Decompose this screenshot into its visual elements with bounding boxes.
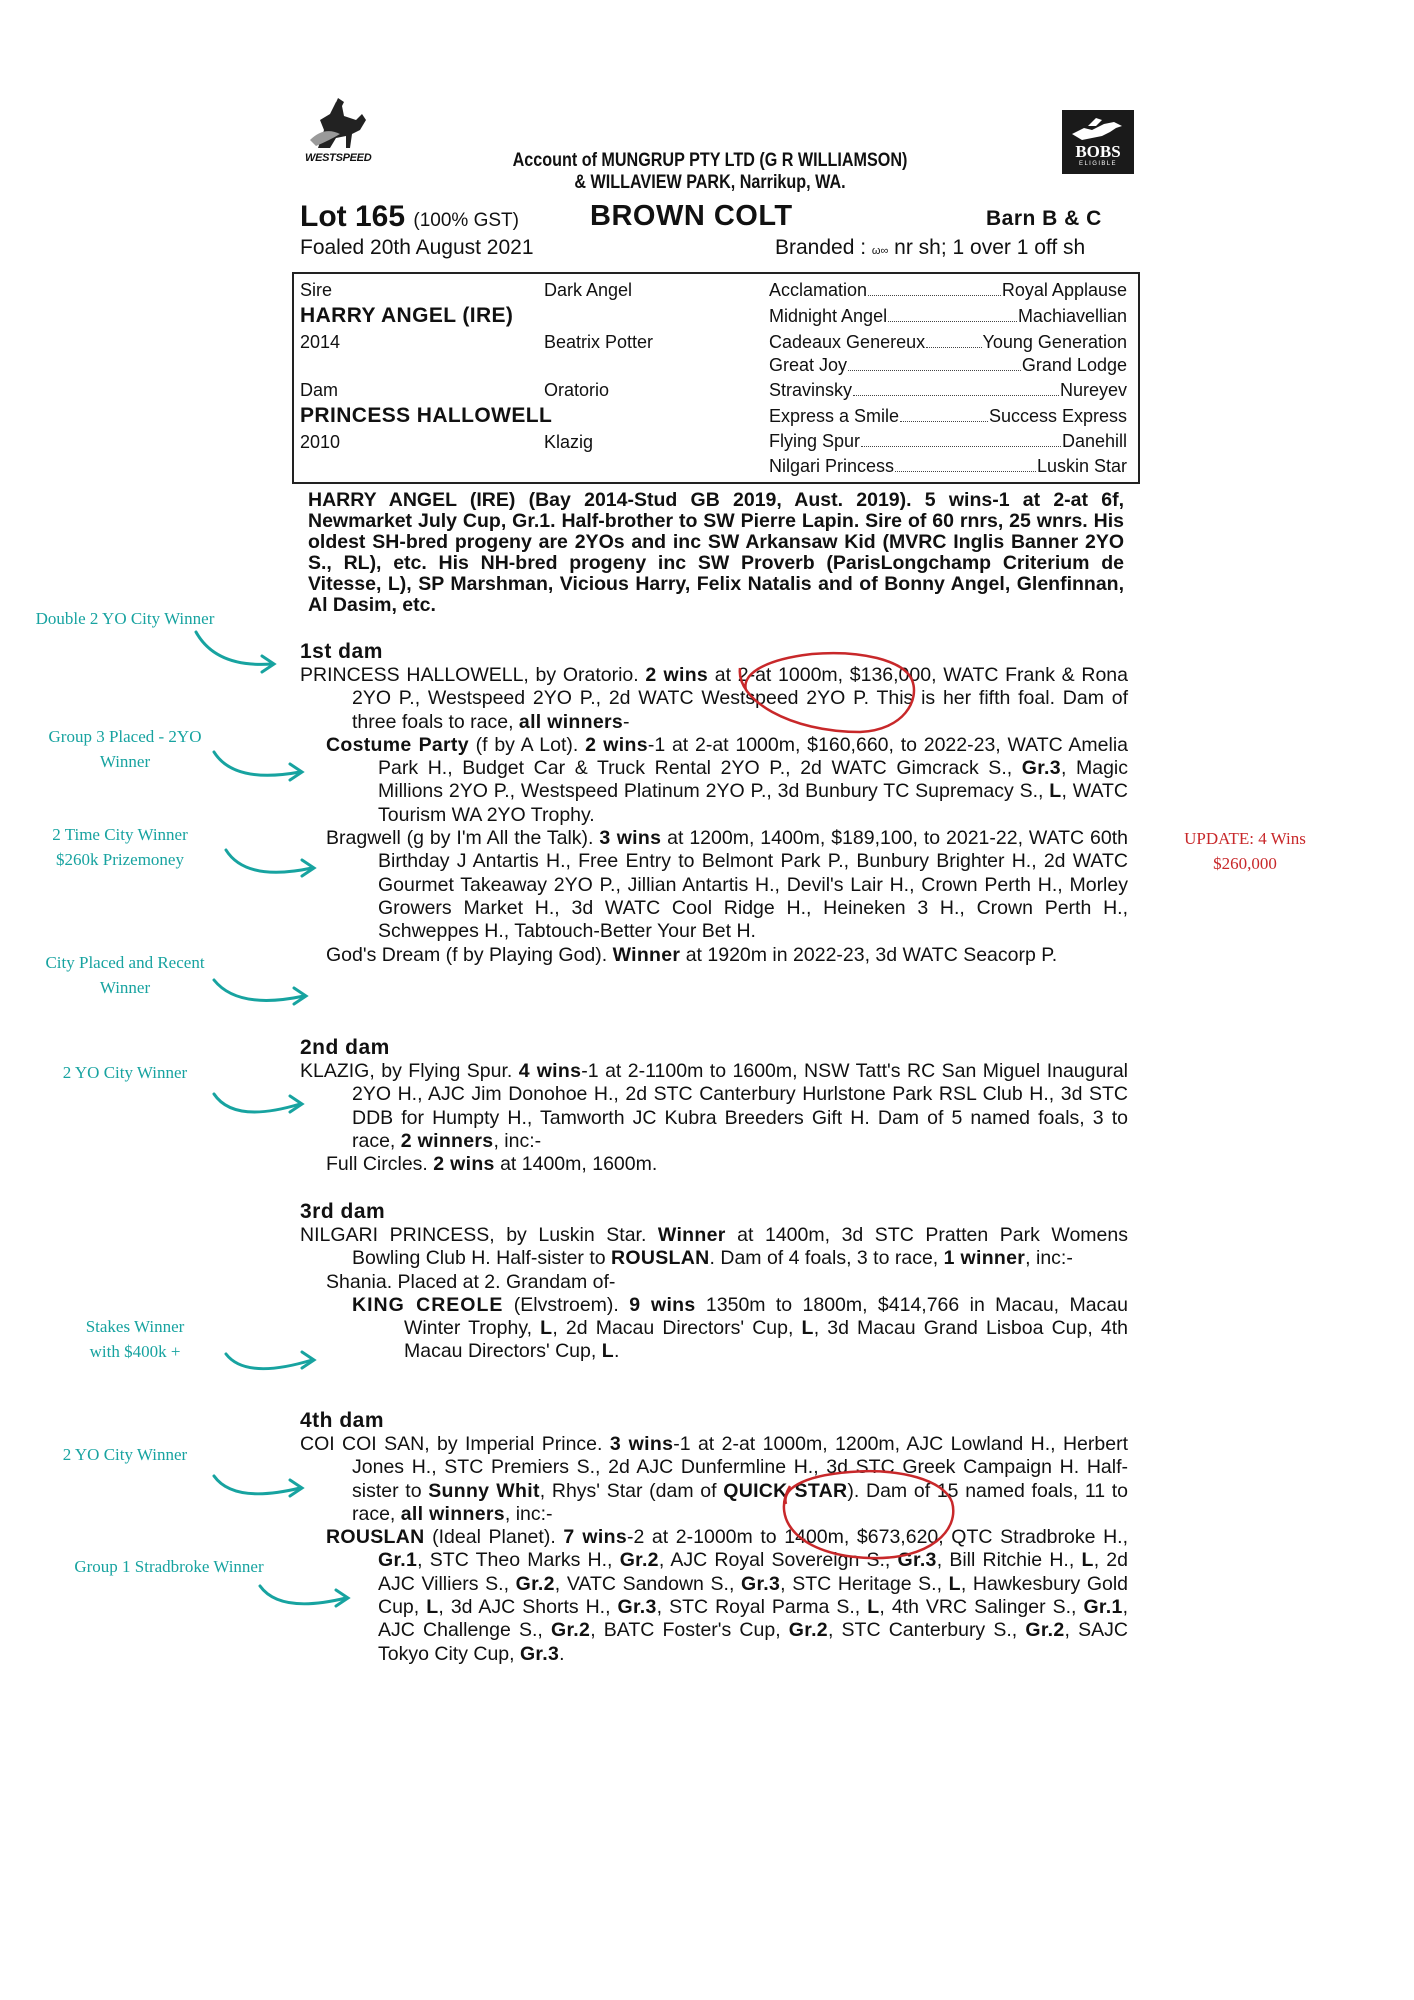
annotation-text: Winner (99, 752, 151, 771)
dam-text: COI COI SAN, by Imperial Prince. (300, 1433, 610, 1455)
dam-text: , 3d AJC Shorts H., (438, 1596, 618, 1619)
dam-text: -2 at 2-1000m to 1400m, $673,620, QTC Stradbroke H., (626, 1526, 1128, 1549)
sire-name: HARRY ANGEL (IRE) (300, 304, 514, 327)
grade: L (867, 1596, 880, 1619)
annotation-text: 2 YO City Winner (62, 1063, 188, 1082)
dam-text: , Bill Ritchie H., (936, 1549, 1082, 1572)
sire-year: 2014 (300, 332, 341, 352)
dam-text: , 4th VRC Salinger S., (879, 1596, 1084, 1619)
third-dam-heading: 3rd dam (300, 1200, 386, 1223)
dam-text: . Dam of 4 foals, 3 to race, (709, 1247, 944, 1270)
dam-text: , WATC Tourism WA 2YO Trophy. (378, 780, 1128, 826)
wins-count: Winner (612, 943, 681, 966)
horse-name: Sunny Whit (428, 1479, 540, 1502)
grade: Gr.1 (1083, 1596, 1123, 1619)
grade: L (801, 1317, 814, 1340)
wins-count: Winner (657, 1224, 726, 1246)
dam-dam: Klazig (544, 432, 594, 452)
horse-name: ROUSLAN (611, 1247, 710, 1270)
wins-count: 2 wins (585, 733, 648, 756)
dam-text: , STC Heritage S., (780, 1572, 949, 1595)
westspeed-logo-text: WESTSPEED (305, 152, 372, 164)
second-dam-heading: 2nd dam (300, 1036, 390, 1059)
grade: Gr.2 (619, 1549, 659, 1572)
grade: Gr.2 (515, 1572, 555, 1595)
arrow-icon (196, 632, 274, 672)
wins-count: 2 wins (433, 1153, 495, 1176)
ancestor-right: Nureyev (1059, 380, 1127, 400)
grade: L (426, 1596, 439, 1619)
annotation-text: 2 YO City Winner (62, 1445, 188, 1464)
dam-text: at 1920m in 2022-23, 3d WATC Seacorp P. (680, 943, 1058, 966)
dam-text: , 2d AJC Villiers S., (378, 1549, 1128, 1595)
horse-name: QUICK STAR (723, 1479, 848, 1502)
annotation-text: Stakes Winner (85, 1317, 185, 1336)
grade: Gr.3 (1021, 757, 1061, 780)
arrow-icon (226, 850, 314, 876)
branded-label: Branded : (775, 236, 872, 259)
annotation-text: Group 3 Placed - 2YO (48, 727, 202, 746)
horse-name: KING CREOLE (352, 1293, 504, 1316)
dam-text: , STC Theo Marks H., (417, 1549, 620, 1572)
arrow-icon (226, 1352, 314, 1369)
sire-biography: HARRY ANGEL (IRE) (Bay 2014-Stud GB 2019, Aust. 2019). 5 wins-1 at 2-at 6f, Newmarket July Cup, Gr.1. Half-brother to SW Pierre Lapin. Sire of 60 rnrs, 25 wnrs. His oldest SH-bred progeny are 2YOs and inc SW Arkansaw Kid (MVRC Inglis Banner 2YO S., RL), etc. His NH-bred progeny inc SW Proverb (ParisLongchamp Criterium de Vitesse, L), SP Marshman, Vicious Harry, Felix Natalis and of Bonny Angel, Glenfinnan, Al Dasim, etc. (308, 489, 1124, 616)
grade: L (540, 1317, 553, 1340)
dam-text: at 1400m, 3d STC Pratten Park Womens Bowling Club H. Half-sister to (352, 1224, 1128, 1270)
ancestor-right: Royal Applause (1001, 280, 1127, 300)
dam-text: , STC Canterbury S., (827, 1619, 1026, 1642)
wins-count: 9 wins (629, 1293, 696, 1316)
wins-count: 2 wins (645, 664, 709, 686)
annotation-text: Group 1 Stradbroke Winner (74, 1557, 264, 1576)
ancestor-left: Stravinsky (769, 380, 853, 400)
ancestor-right: Success Express (988, 406, 1127, 426)
annotation-text: $260k Prizemoney (56, 850, 184, 869)
all-winners-highlight: all winners (518, 710, 624, 733)
ancestor-left: Acclamation (769, 280, 868, 300)
dam-text: Bragwell (g by I'm All the Talk). (326, 827, 600, 850)
bobs-logo-subtitle: ELIGIBLE (1079, 161, 1117, 167)
highlight-circle-icon (740, 653, 914, 732)
ancestor-left: Midnight Angel (769, 306, 888, 326)
dam-label: Dam (300, 380, 339, 400)
arrow-icon (214, 1094, 302, 1112)
dam-text: God's Dream (f by Playing God). (326, 943, 613, 966)
foaled-date: Foaled 20th August 2021 (300, 236, 534, 259)
ancestor-right: Danehill (1061, 431, 1127, 451)
dam-text: . (559, 1642, 565, 1665)
dam-text: , AJC Royal Sovereign S., (658, 1549, 898, 1572)
grade: L (1081, 1549, 1094, 1572)
arrow-icon (214, 1476, 302, 1496)
dam-text: at 1400m, 1600m. (494, 1153, 658, 1176)
dam-name: PRINCESS HALLOWELL (300, 404, 553, 427)
arrow-icon (214, 980, 306, 1004)
brand-mark: ω∞ (871, 245, 889, 257)
sire-sire: Dark Angel (544, 280, 633, 300)
dam-text: , Hawkesbury Gold Cup, (378, 1572, 1129, 1619)
gst-note: (100% GST) (413, 210, 519, 231)
winners-count: 1 winner (943, 1247, 1026, 1270)
dam-text: (Ideal Planet). (424, 1526, 564, 1549)
ancestor-left: Cadeaux Genereux (769, 332, 926, 352)
all-winners-highlight: all winners (400, 1502, 505, 1525)
dam-text: , 2d Macau Directors' Cup, (552, 1317, 802, 1340)
dam-text: -1 at 2-at 1000m, 1200m, AJC Lowland H., Herbert Jones H., STC Premiers S., 2d AJC Dunfermline H., 3d STC Greek Campaign H. Half-sister to (352, 1433, 1128, 1502)
dam-text: - (623, 710, 630, 733)
dam-text: . (613, 1340, 620, 1363)
progeny-shania: Shania. Placed at 2. Grandam of- (326, 1270, 616, 1293)
dam-text: at 1200m, 1400m, $189,100, to 2021-22, WATC 60th Birthday J Antartis H., Free Entry to Belmont Park P., Bunbury Brighter H., 2d WATC Gourmet Takeaway 2YO P., Jillian Antartis H., Devil's Lair H., Crown Perth H., Morley Growers Market H., 3d WATC Cool Ridge H., Heineken 3 H., Crown Perth H., Schweppes H., Tabtouch-Better Your Bet H. (378, 827, 1128, 943)
dam-text: 1350m to 1800m, $414,766 in Macau, Macau Winter Trophy, (404, 1293, 1128, 1340)
dam-text: -1 at 2-1100m to 1600m, NSW Tatt's RC San Miguel Inaugural 2YO H., AJC Jim Donohoe H., 2d STC Canterbury Hurlstone Park RSL Club H., 3d STC DDB for Humpty H., Tamworth JC Kubra Breeders Gift H. Dam of 5 named foals, 3 to race, (352, 1060, 1129, 1152)
grade: Gr.3 (519, 1642, 560, 1665)
annotation-text: City Placed and Recent (45, 953, 205, 972)
ancestor-left: Flying Spur (769, 431, 861, 451)
dam-text: KLAZIG, by Flying Spur. (300, 1060, 519, 1082)
ancestor-right: Grand Lodge (1021, 355, 1127, 375)
horse-name: Costume Party (326, 733, 469, 756)
wins-count: 4 wins (518, 1060, 582, 1082)
dam-text: , SAJC Tokyo City Cup, (378, 1619, 1128, 1665)
dam-text: , 3d Macau Grand Lisboa Cup, 4th Macau Directors' Cup, (404, 1317, 1128, 1363)
dam-text: (f by A Lot). (468, 733, 586, 756)
dam-text: , Rhys' Star (dam of (539, 1479, 724, 1502)
dam-text: , inc:- (493, 1129, 542, 1152)
dam-text: Full Circles. (326, 1153, 434, 1176)
update-text: UPDATE: 4 Wins (1184, 829, 1306, 848)
bobs-logo-title: BOBS (1075, 142, 1121, 161)
dam-text: PRINCESS HALLOWELL, by Oratorio. (300, 664, 646, 686)
dam-text: NILGARI PRINCESS, by Luskin Star. (300, 1224, 658, 1246)
update-text: $260,000 (1213, 854, 1277, 873)
grade: Gr.3 (897, 1549, 937, 1572)
ancestor-left: Express a Smile (769, 406, 900, 426)
annotation-text: with $400k + (89, 1342, 181, 1361)
annotation-text: 2 Time City Winner (52, 825, 188, 844)
sire-dam: Beatrix Potter (544, 332, 654, 352)
annotation-text: Double 2 YO City Winner (35, 609, 215, 628)
ancestor-right: Machiavellian (1017, 306, 1127, 326)
fourth-dam-heading: 4th dam (300, 1409, 385, 1432)
wins-count: 3 wins (609, 1433, 674, 1455)
grade: Gr.1 (378, 1549, 418, 1572)
grade: L (601, 1340, 614, 1363)
dam-text: ). Dam of 15 named foals, 11 to race, (352, 1479, 1129, 1525)
dam-year: 2010 (300, 432, 341, 452)
dam-text: , inc:- (1025, 1247, 1073, 1270)
dam-text: , VATC Sandown S., (554, 1572, 741, 1595)
dam-text: -1 at 2-at 1000m, $160,660, to 2022-23, WATC Amelia Park H., Budget Car & Truck Rental 2YO P., 2d WATC Gimcrack S., (378, 733, 1129, 780)
barn-location: Barn B & C (986, 207, 1102, 230)
first-dam-heading: 1st dam (300, 640, 383, 663)
branded-rest: nr sh; 1 over 1 off sh (888, 236, 1086, 259)
dam-text: at 2-at 1000m, $136,000, WATC Frank & Rona 2YO P., Westspeed 2YO P., 2d WATC Westspeed 2YO P. This is her fifth foal. Dam of three foals to race, (352, 664, 1128, 733)
winners-count: 2 winners (400, 1129, 494, 1152)
dam-text: , Magic Millions 2YO P., Westspeed Platinum 2YO P., 3d Bunbury TC Supremacy S., (378, 757, 1128, 803)
dam-text: (Elvstroem). (503, 1293, 630, 1316)
grade: L (948, 1572, 961, 1595)
sire-label: Sire (300, 280, 333, 300)
horse-name: ROUSLAN (326, 1526, 425, 1549)
ancestor-left: Nilgari Princess (769, 456, 895, 476)
ancestor-left: Great Joy (769, 355, 848, 375)
grade: Gr.3 (741, 1572, 781, 1595)
ancestor-right: Luskin Star (1036, 456, 1127, 476)
wins-count: 3 wins (599, 827, 662, 850)
annotation-text: Winner (99, 978, 151, 997)
arrow-icon (214, 752, 302, 780)
grade: Gr.3 (617, 1596, 657, 1619)
dam-text: , AJC Challenge S., (378, 1596, 1129, 1642)
account-line-2: & WILLAVIEW PARK, Narrikup, WA. (574, 172, 846, 193)
account-line-1: Account of MUNGRUP PTY LTD (G R WILLIAMSON) (512, 150, 908, 171)
dam-sire: Oratorio (544, 380, 610, 400)
dam-text: , BATC Foster's Cup, (590, 1619, 789, 1642)
arrow-icon (260, 1586, 348, 1606)
highlight-circle-icon (784, 1471, 953, 1558)
wins-count: 7 wins (563, 1526, 627, 1549)
lot-label: Lot 165 (300, 200, 406, 233)
grade: Gr.2 (788, 1619, 828, 1642)
ancestor-right: Young Generation (982, 332, 1127, 352)
lot-description: BROWN COLT (590, 200, 793, 232)
grade: Gr.2 (551, 1619, 591, 1642)
grade: L (1049, 780, 1062, 803)
grade: Gr.2 (1025, 1619, 1065, 1642)
dam-text: , STC Royal Parma S., (656, 1596, 868, 1619)
dam-text: , inc:- (504, 1502, 553, 1525)
